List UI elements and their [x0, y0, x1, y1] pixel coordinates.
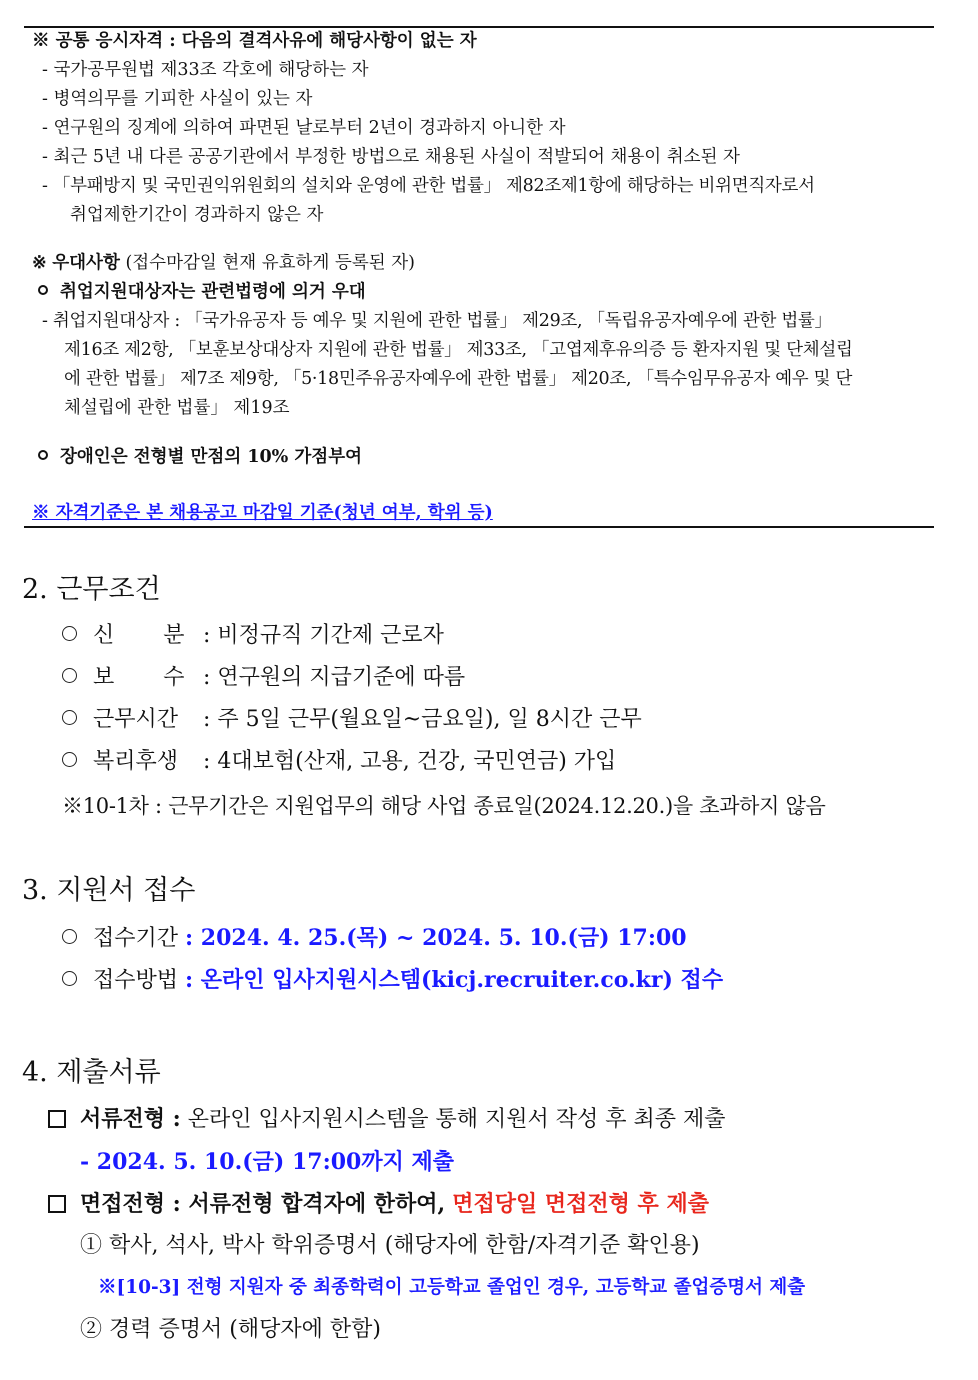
interview-submission-note: 면접당일 면접전형 후 제출 [452, 1191, 709, 1217]
employment-support-line: 에 관한 법률」 제7조 제9항, 「5·18민주유공자예우에 관한 법률」 제20조, 「특수임무유공자 예우 및 단 [64, 369, 853, 389]
criteria-note: ※ 자격기준은 본 채용공고 마감일 기준(청년 여부, 학위 등) [32, 503, 493, 523]
application-period-value: : 2024. 4. 25.(목) ~ 2024. 5. 10.(금) 17:00 [185, 925, 687, 951]
checkbox-square-icon [48, 1110, 66, 1128]
eligibility-item: - 국가공무원법 제33조 각호에 해당하는 자 [42, 60, 369, 80]
bullet-circle-icon [62, 752, 77, 767]
application-method-row: 접수방법 : 온라인 입사지원시스템(kicj.recruiter.co.kr) 접수 [62, 966, 723, 995]
document-screening-row: 서류전형 : 온라인 입사지원시스템을 통해 지원서 작성 후 최종 제출 [48, 1105, 726, 1134]
bullet-circle-icon [62, 929, 77, 944]
eligibility-item: - 「부패방지 및 국민권익위원회의 설치와 운영에 관한 법률」 제82조제1항에 해당하는 비위면직자로서 [42, 176, 815, 196]
interview-screening-row: 면접전형 : 서류전형 합격자에 한하여, 면접당일 면접전형 후 제출 [48, 1190, 709, 1219]
eligibility-item: - 연구원의 징계에 의하여 파면된 날로부터 2년이 경과하지 아니한 자 [42, 118, 566, 138]
work-condition-row: 근무시간 : 주 5일 근무(월요일~금요일), 일 8시간 근무 [62, 706, 642, 734]
application-period-row: 접수기간 : 2024. 4. 25.(목) ~ 2024. 5. 10.(금) 17:00 [62, 924, 687, 953]
eligibility-item: - 최근 5년 내 다른 공공기관에서 부정한 방법으로 채용된 사실이 적발되어 채용이 취소된 자 [42, 147, 740, 167]
document-deadline: - 2024. 5. 10.(금) 17:00까지 제출 [80, 1149, 454, 1175]
employment-support-line: - 취업지원대상자 : 「국가유공자 등 예우 및 지원에 관한 법률」 제29조, 「독립유공자예우에 관한 법률」 [42, 311, 832, 331]
bullet-circle-icon [62, 971, 77, 986]
eligibility-item-continued: 취업제한기간이 경과하지 않은 자 [70, 205, 324, 225]
work-condition-row: 신 분 : 비정규직 기간제 근로자 [62, 622, 444, 650]
bullet-circle-icon [62, 668, 77, 683]
application-method-value: : 온라인 입사지원시스템(kicj.recruiter.co.kr) 접수 [185, 967, 724, 993]
section-2-title: 2. 근무조건 [22, 574, 161, 605]
eligibility-item: - 병역의무를 기피한 사실이 있는 자 [42, 89, 313, 109]
bullet-circle-icon [62, 626, 77, 641]
employment-support-line: 체설립에 관한 법률」 제19조 [64, 398, 290, 418]
work-condition-row: 보 수 : 연구원의 지급기준에 따름 [62, 664, 465, 692]
employment-support-title: 취업지원대상자는 관련법령에 의거 우대 [38, 281, 366, 303]
work-period-note: ※10-1차 : 근무기간은 지원업무의 해당 사업 종료일(2024.12.20.)을 초과하지 않음 [62, 794, 826, 818]
work-condition-row: 복리후생 : 4대보험(산재, 고용, 건강, 국민연금) 가입 [62, 748, 616, 776]
required-document-note: ※[10-3] 전형 지원자 중 최종학력이 고등학교 졸업인 경우, 고등학교 졸업증명서 제출 [98, 1277, 806, 1298]
bullet-circle-icon [38, 450, 48, 460]
section-4-title: 4. 제출서류 [22, 1057, 161, 1088]
bullet-circle-icon [38, 285, 48, 295]
required-document-item: ② 경력 증명서 (해당자에 한함) [80, 1317, 381, 1342]
eligibility-header: ※ 공통 응시자격 : 다음의 결격사유에 해당사항이 없는 자 [32, 31, 477, 51]
checkbox-square-icon [48, 1195, 66, 1213]
employment-support-line: 제16조 제2항, 「보훈보상대상자 지원에 관한 법률」 제33조, 「고엽제후유의증 등 환자지원 및 단체설립 [64, 340, 853, 360]
disabled-bonus-title: 장애인은 전형별 만점의 10% 가점부여 [38, 446, 362, 468]
eligibility-box [24, 26, 934, 528]
preference-header: ※ 우대사항 (접수마감일 현재 유효하게 등록된 자) [32, 253, 415, 273]
section-3-title: 3. 지원서 접수 [22, 875, 196, 906]
bullet-circle-icon [62, 710, 77, 725]
required-document-item: ① 학사, 석사, 박사 학위증명서 (해당자에 한함/자격기준 확인용) [80, 1233, 700, 1258]
